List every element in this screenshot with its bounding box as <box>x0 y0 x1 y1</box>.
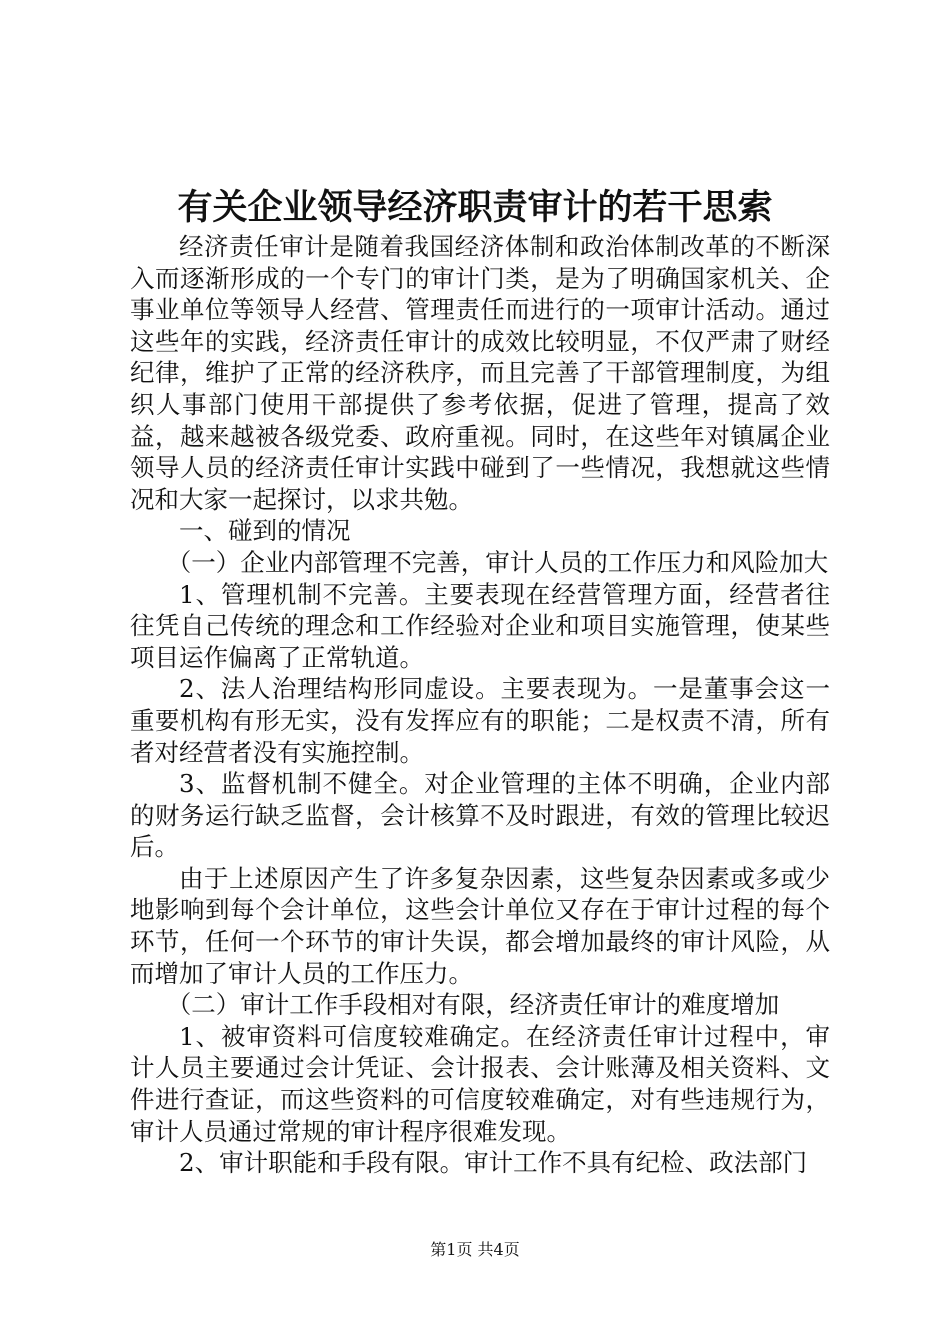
page-number-footer: 第1页 共4页 <box>430 1240 520 1259</box>
paragraph-item-3: 3、监督机制不健全。对企业管理的主体不明确，企业内部的财务运行缺乏监督，会计核算不及时跟进，有效的管理比较迟后。 <box>130 769 830 862</box>
paragraph-item-1: 1、管理机制不完善。主要表现在经营管理方面，经营者往往凭自己传统的理念和工作经验对企业和项目实施管理，使某些项目运作偏离了正常轨道。 <box>130 579 830 672</box>
paragraph-item-4: 1、被审资料可信度较难确定。在经济责任审计过程中，审计人员主要通过会计凭证、会计报表、会计账薄及相关资料、文件进行查证，而这些资料的可信度较难确定，对有些违规行为，审计人员通过常规的审计程序很难发现。 <box>130 1021 830 1146</box>
heading-subsection-1: （一）企业内部管理不完善，审计人员的工作压力和风险加大 <box>166 547 829 577</box>
document-body <box>130 231 830 1179</box>
paragraph-intro: 经济责任审计是随着我国经济体制和政治体制改革的不断深入而逐渐形成的一个专门的审计门类，是为了明确国家机关、企事业单位等领导人经营、管理责任而进行的一项审计活动。通过这些年的实践，经济责任审计的成效比较明显，不仅严肃了财经纪律，维护了正常的经济秩序，而且完善了干部管理制度，为组织人事部门使用干部提供了参考依据，促进了管理，提高了效益，越来越被各级党委、政府重视。同时，在这些年对镇属企业领导人员的经济责任审计实践中碰到了一些情况，我想就这些情况和大家一起探讨，以求共勉。 <box>130 232 830 514</box>
paragraph-summary: 由于上述原因产生了许多复杂因素，这些复杂因素或多或少地影响到每个会计单位，这些会计单位又存在于审计过程的每个环节，任何一个环节的审计失误，都会增加最终的审计风险，从而增加了审计人员的工作压力。 <box>130 863 830 988</box>
paragraph-item-2: 2、法人治理结构形同虚设。主要表现为。一是董事会这一重要机构有形无实，没有发挥应有的职能；二是权责不清，所有者对经营者没有实施控制。 <box>130 674 830 767</box>
paragraph-item-5: 2、审计职能和手段有限。审计工作不具有纪检、政法部门 <box>179 1148 808 1178</box>
document-title: 有关企业领导经济职责审计的若干思索 <box>177 187 773 228</box>
heading-section-1: 一、碰到的情况 <box>179 516 351 546</box>
heading-subsection-2: （二）审计工作手段相对有限，经济责任审计的难度增加 <box>166 990 780 1020</box>
